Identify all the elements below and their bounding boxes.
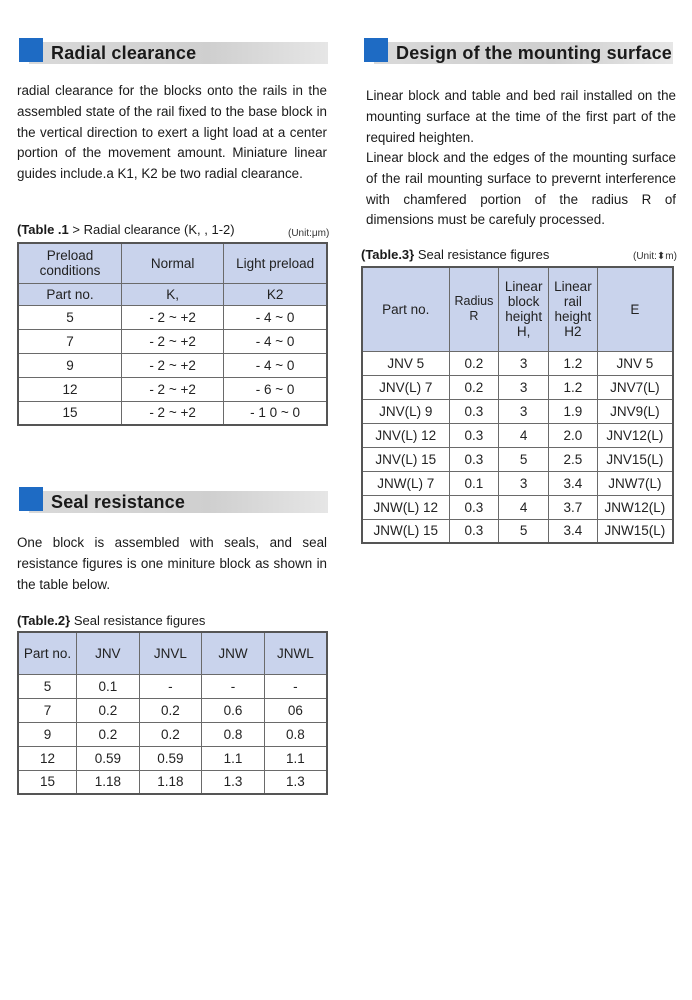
table-cell: - 2 ~ +2 xyxy=(121,353,223,377)
seal-resistance-heading xyxy=(19,487,328,513)
table-cell: JNV12(L) xyxy=(597,423,673,447)
table-cell: 4 xyxy=(499,423,549,447)
table3-caption xyxy=(361,247,549,262)
table-cell: - 2 ~ +2 xyxy=(121,305,223,329)
table-cell: 0.1 xyxy=(77,674,140,698)
table-cell: 0.6 xyxy=(202,698,265,722)
table-cell: 0.2 xyxy=(139,698,202,722)
table3-unit: (Unit:⬍m) xyxy=(633,251,677,262)
table1-caption-label: (Table .1 xyxy=(17,222,69,237)
table-cell: 1.3 xyxy=(264,770,327,794)
table-cell: 5 xyxy=(18,674,77,698)
table-row xyxy=(18,722,327,746)
table-cell: 0.3 xyxy=(449,519,499,543)
table-cell: 1.9 xyxy=(549,399,598,423)
table-cell: 0.59 xyxy=(139,746,202,770)
table-cell: JNV 5 xyxy=(362,351,449,375)
table-subheader-cell: K, xyxy=(121,283,223,305)
table-header-cell: Normal xyxy=(121,243,223,283)
table-cell: - 4 ~ 0 xyxy=(224,329,327,353)
table-cell: 1.2 xyxy=(549,351,598,375)
table-row xyxy=(18,353,327,377)
radial-clearance-text: radial clearance for the blocks onto the rails in the assembled state of the rail fixed to the base block in the vertical direction to exert a light load at a center portion of the movement amount. Miniature linear guides include.a K1, K2 be two radial clearance. xyxy=(17,83,327,182)
table1-caption xyxy=(17,222,235,237)
seal-resistance-table xyxy=(17,631,328,795)
table-row xyxy=(362,375,673,399)
table-cell: 2.0 xyxy=(549,423,598,447)
table-cell: - xyxy=(139,674,202,698)
table-cell: - xyxy=(202,674,265,698)
table3-caption-text: Seal resistance figures xyxy=(414,247,550,262)
table-subheader-cell: K2 xyxy=(224,283,327,305)
table-cell: 0.59 xyxy=(77,746,140,770)
table-row xyxy=(362,495,673,519)
table-cell: 3 xyxy=(499,399,549,423)
table2-caption-text: Seal resistance figures xyxy=(70,613,206,628)
table-cell: 3 xyxy=(499,471,549,495)
table1-caption-text: > Radial clearance (K, , 1-2) xyxy=(68,222,235,237)
table-cell: JNW(L) 12 xyxy=(362,495,449,519)
table-header-cell: Linear block height H, xyxy=(499,267,549,351)
table2-caption-label: (Table.2} xyxy=(17,613,71,628)
table-row xyxy=(18,746,327,770)
table-cell: JNW7(L) xyxy=(597,471,673,495)
table-cell: 12 xyxy=(18,746,77,770)
table-cell: 0.2 xyxy=(449,351,499,375)
table-cell: JNV9(L) xyxy=(597,399,673,423)
table-cell: 0.3 xyxy=(449,423,499,447)
table-cell: 1.18 xyxy=(139,770,202,794)
table-cell: 0.3 xyxy=(449,447,499,471)
table-cell: 7 xyxy=(18,698,77,722)
table-header-cell: Preload conditions xyxy=(18,243,121,283)
heading-marker-square xyxy=(364,38,388,62)
table-cell: 0.2 xyxy=(139,722,202,746)
table-row xyxy=(18,770,327,794)
table-cell: 0.8 xyxy=(202,722,265,746)
table-cell: 3.4 xyxy=(549,519,598,543)
table-header-cell: Part no. xyxy=(362,267,449,351)
table-header-cell: JNV xyxy=(77,632,140,674)
table-cell: 12 xyxy=(18,377,121,401)
table-row xyxy=(18,401,327,425)
table-cell: JNW(L) 15 xyxy=(362,519,449,543)
table-cell: 9 xyxy=(18,353,121,377)
table-cell: 1.1 xyxy=(264,746,327,770)
radial-clearance-table xyxy=(17,242,328,426)
table-cell: - 4 ~ 0 xyxy=(224,353,327,377)
table-cell: 3 xyxy=(499,351,549,375)
table3-caption-label: (Table.3} xyxy=(361,247,415,262)
table-row xyxy=(18,329,327,353)
heading-title: Radial clearance xyxy=(51,43,197,63)
table-cell: 3.4 xyxy=(549,471,598,495)
table-row xyxy=(362,447,673,471)
table-cell: 0.3 xyxy=(449,495,499,519)
table-cell: 1.1 xyxy=(202,746,265,770)
table-row xyxy=(362,519,673,543)
table-row xyxy=(18,698,327,722)
heading-title: Seal resistance xyxy=(51,492,186,512)
table-header-cell: E xyxy=(597,267,673,351)
table-cell: 7 xyxy=(18,329,121,353)
table-cell: JNV7(L) xyxy=(597,375,673,399)
seal-resistance-text: One block is assembled with seals, and seal resistance figures is one miniture block as shown in the table below. xyxy=(17,535,327,592)
table-cell: 4 xyxy=(499,495,549,519)
table-cell: 9 xyxy=(18,722,77,746)
table-cell: - 1 0 ~ 0 xyxy=(224,401,327,425)
table-cell: JNW15(L) xyxy=(597,519,673,543)
table-cell: 15 xyxy=(18,401,121,425)
mounting-dimensions-table xyxy=(361,266,674,544)
table-cell: 3.7 xyxy=(549,495,598,519)
table-header-cell: JNVL xyxy=(139,632,202,674)
table-row xyxy=(18,674,327,698)
table-cell: 1.3 xyxy=(202,770,265,794)
table-cell: 15 xyxy=(18,770,77,794)
table-header-cell: JNWL xyxy=(264,632,327,674)
table-header-cell: Linear rail height H2 xyxy=(549,267,598,351)
mounting-surface-heading xyxy=(364,38,673,64)
table-cell: JNV(L) 7 xyxy=(362,375,449,399)
table-cell: JNW12(L) xyxy=(597,495,673,519)
table2-caption xyxy=(17,613,205,628)
table-cell: 1.18 xyxy=(77,770,140,794)
table-cell: 0.3 xyxy=(449,399,499,423)
radial-clearance-heading xyxy=(19,38,328,64)
table-cell: 5 xyxy=(18,305,121,329)
table-row xyxy=(362,399,673,423)
table-cell: 3 xyxy=(499,375,549,399)
table-header-cell: Radius R xyxy=(449,267,499,351)
table-row xyxy=(18,377,327,401)
table-cell: 0.2 xyxy=(77,722,140,746)
table-row xyxy=(362,351,673,375)
table-cell: JNV(L) 9 xyxy=(362,399,449,423)
table-cell: JNW(L) 7 xyxy=(362,471,449,495)
table-header-cell: Part no. xyxy=(18,632,77,674)
table-header-cell: Light preload xyxy=(224,243,327,283)
mounting-surface-text-2: Linear block and the edges of the mounting surface of the rail mounting surface to prevernt interference with chamfered portion of the radius R of dimensions must be carefuly processed. xyxy=(366,150,676,228)
table-row xyxy=(362,423,673,447)
heading-marker-square xyxy=(19,487,43,511)
table-cell: 0.8 xyxy=(264,722,327,746)
table-cell: 0.2 xyxy=(449,375,499,399)
table-cell: JNV15(L) xyxy=(597,447,673,471)
table-cell: 1.2 xyxy=(549,375,598,399)
table-cell: - 2 ~ +2 xyxy=(121,329,223,353)
table-cell: JNV(L) 12 xyxy=(362,423,449,447)
table-cell: 5 xyxy=(499,447,549,471)
table-header-cell: JNW xyxy=(202,632,265,674)
table-cell: - 4 ~ 0 xyxy=(224,305,327,329)
heading-marker-square xyxy=(19,38,43,62)
table1-unit: (Unit:μm) xyxy=(288,228,330,239)
table-row xyxy=(18,305,327,329)
table-cell: - 6 ~ 0 xyxy=(224,377,327,401)
table-cell: 06 xyxy=(264,698,327,722)
table-subheader-cell: Part no. xyxy=(18,283,121,305)
table-cell: 0.2 xyxy=(77,698,140,722)
table-cell: - 2 ~ +2 xyxy=(121,377,223,401)
mounting-surface-text-1: Linear block and table and bed rail installed on the mounting surface at the time of the first part of the required heighten. xyxy=(366,88,676,145)
table-cell: - xyxy=(264,674,327,698)
table-cell: 2.5 xyxy=(549,447,598,471)
heading-title: Design of the mounting surface xyxy=(396,43,673,63)
table-cell: 5 xyxy=(499,519,549,543)
table-row xyxy=(362,471,673,495)
table-cell: 0.1 xyxy=(449,471,499,495)
table-cell: JNV 5 xyxy=(597,351,673,375)
table-cell: - 2 ~ +2 xyxy=(121,401,223,425)
table-cell: JNV(L) 15 xyxy=(362,447,449,471)
